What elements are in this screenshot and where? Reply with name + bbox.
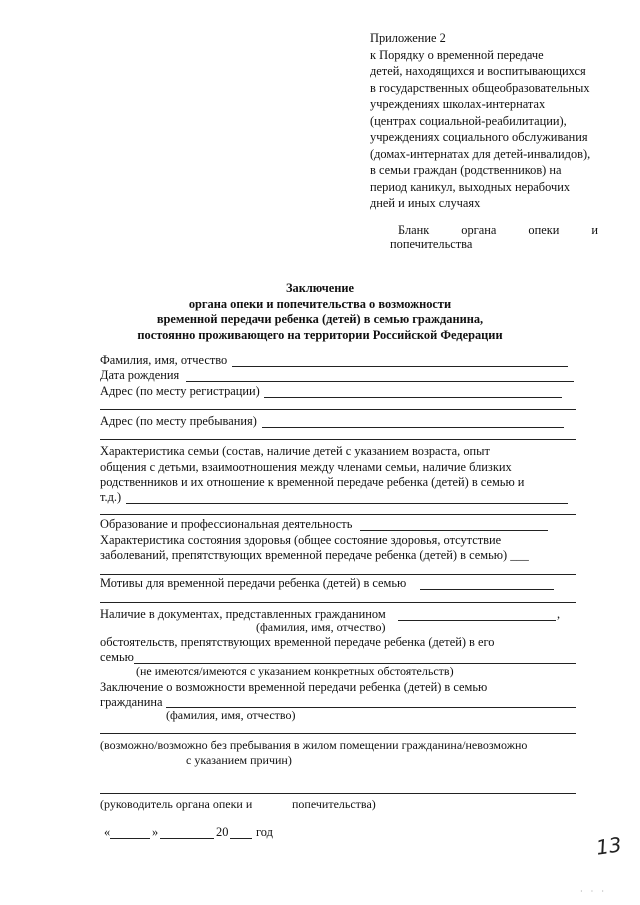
family-field[interactable] xyxy=(126,503,568,504)
blank-word: Бланк xyxy=(398,223,430,237)
head-signature-field[interactable] xyxy=(100,793,576,794)
scan-specks: · · · xyxy=(580,887,607,896)
conclusion-field[interactable] xyxy=(100,733,576,734)
addr-stay-label: Адрес (по месту пребывания) xyxy=(100,414,257,428)
document-title xyxy=(0,280,640,342)
date-year-field[interactable] xyxy=(230,838,252,839)
title-line: постоянно проживающего на территории Российской Федерации xyxy=(137,327,503,342)
docs-label-2: обстоятельств, препятствующих временной передаче ребенка (детей) в его xyxy=(100,635,495,649)
title-line: Заключение xyxy=(285,281,355,295)
health-label-2: заболеваний, препятствующих временной передаче ребенка (детей) в семью) ___ xyxy=(100,548,529,562)
family-field-cont[interactable] xyxy=(100,514,576,515)
appendix-line: дней и иных случаях xyxy=(370,196,481,210)
date-close-quote: » xyxy=(152,825,159,839)
addr-reg-field[interactable] xyxy=(264,397,562,398)
appendix-line: Приложение 2 xyxy=(370,31,446,45)
family-label-1: Характеристика семьи (состав, наличие детей с указанием возраста, опыт xyxy=(100,444,490,458)
authority-blank-line2: попечительства xyxy=(390,237,473,251)
appendix-header xyxy=(370,30,590,212)
conclusion-label-2: гражданина xyxy=(100,695,163,709)
addr-stay-field-cont[interactable] xyxy=(100,439,576,440)
docs-hint2: (не имеются/имеются с указанием конкретных обстоятельств) xyxy=(136,664,454,678)
date-year-word: год xyxy=(256,825,273,839)
appendix-line: (центрах социальной-реабилитации), xyxy=(370,113,567,128)
date-century: 20 xyxy=(216,825,229,839)
addr-reg-field-cont[interactable] xyxy=(100,409,576,410)
appendix-line: учреждениях школах-интернатах xyxy=(370,97,546,111)
docs-label-1: Наличие в документах, представленных гражданином xyxy=(100,607,386,621)
motives-field-cont[interactable] xyxy=(100,602,576,603)
docs-hint: (фамилия, имя, отчество) xyxy=(256,620,386,634)
appendix-line: детей, находящихся и воспитывающихся xyxy=(370,64,586,78)
appendix-line: учреждениях социального обслуживания xyxy=(370,130,588,144)
title-line: временной передачи ребенка (детей) в семью гражданина, xyxy=(156,312,484,326)
appendix-line: в государственных общеобразовательных xyxy=(370,80,590,95)
page-number: 13 xyxy=(594,832,623,860)
appendix-line: к Порядку о временной передаче xyxy=(370,47,544,62)
addr-reg-label: Адрес (по месту регистрации) xyxy=(100,384,260,398)
motives-label: Мотивы для временной передачи ребенка (детей) в семью xyxy=(100,576,407,590)
addr-stay-field[interactable] xyxy=(262,427,564,428)
health-label-1: Характеристика состояния здоровья (общее состояние здоровья, отсутствие xyxy=(100,533,502,547)
head-caption-b: попечительства) xyxy=(292,797,376,811)
title-line: органа опеки и попечительства о возможности xyxy=(188,296,452,311)
docs-fio-field[interactable] xyxy=(398,620,556,621)
head-caption-a: (руководитель органа опеки и xyxy=(100,797,253,811)
conclusion-hint2b: с указанием причин) xyxy=(186,753,292,767)
conclusion-label-1: Заключение о возможности временной передачи ребенка (детей) в семью xyxy=(100,680,488,694)
family-label-2: общения с детьми, взаимоотношения между членами семьи, наличие близких xyxy=(100,460,512,474)
blank-word: опеки xyxy=(528,223,560,237)
family-label-4: т.д.) xyxy=(100,490,122,504)
appendix-line: период каникул, выходных нерабочих xyxy=(370,179,571,194)
comma: , xyxy=(557,607,561,621)
family-label-3: родственников и их отношение к временной передаче ребенка (детей) в семью и xyxy=(100,475,525,489)
date-open-quote: « xyxy=(104,825,111,839)
education-field[interactable] xyxy=(360,530,548,531)
date-day-field[interactable] xyxy=(110,838,150,839)
blank-word: органа xyxy=(461,223,497,237)
education-label: Образование и профессиональная деятельность xyxy=(100,517,353,531)
dob-label: Дата рождения xyxy=(100,368,180,382)
dob-field[interactable] xyxy=(186,381,574,382)
fio-field[interactable] xyxy=(232,366,568,367)
blank-word: и xyxy=(591,223,598,237)
fio-label: Фамилия, имя, отчество xyxy=(100,353,228,367)
docs-label-3: семью xyxy=(100,650,134,664)
motives-field[interactable] xyxy=(420,589,554,590)
conclusion-hint: (фамилия, имя, отчество) xyxy=(166,708,296,722)
appendix-line: (домах-интернатах для детей-инвалидов), xyxy=(370,146,591,161)
date-month-field[interactable] xyxy=(160,838,214,839)
appendix-line: в семьи граждан (родственников) на xyxy=(370,163,562,177)
conclusion-hint2a: (возможно/возможно без пребывания в жилом помещении гражданина/невозможно xyxy=(100,738,528,752)
